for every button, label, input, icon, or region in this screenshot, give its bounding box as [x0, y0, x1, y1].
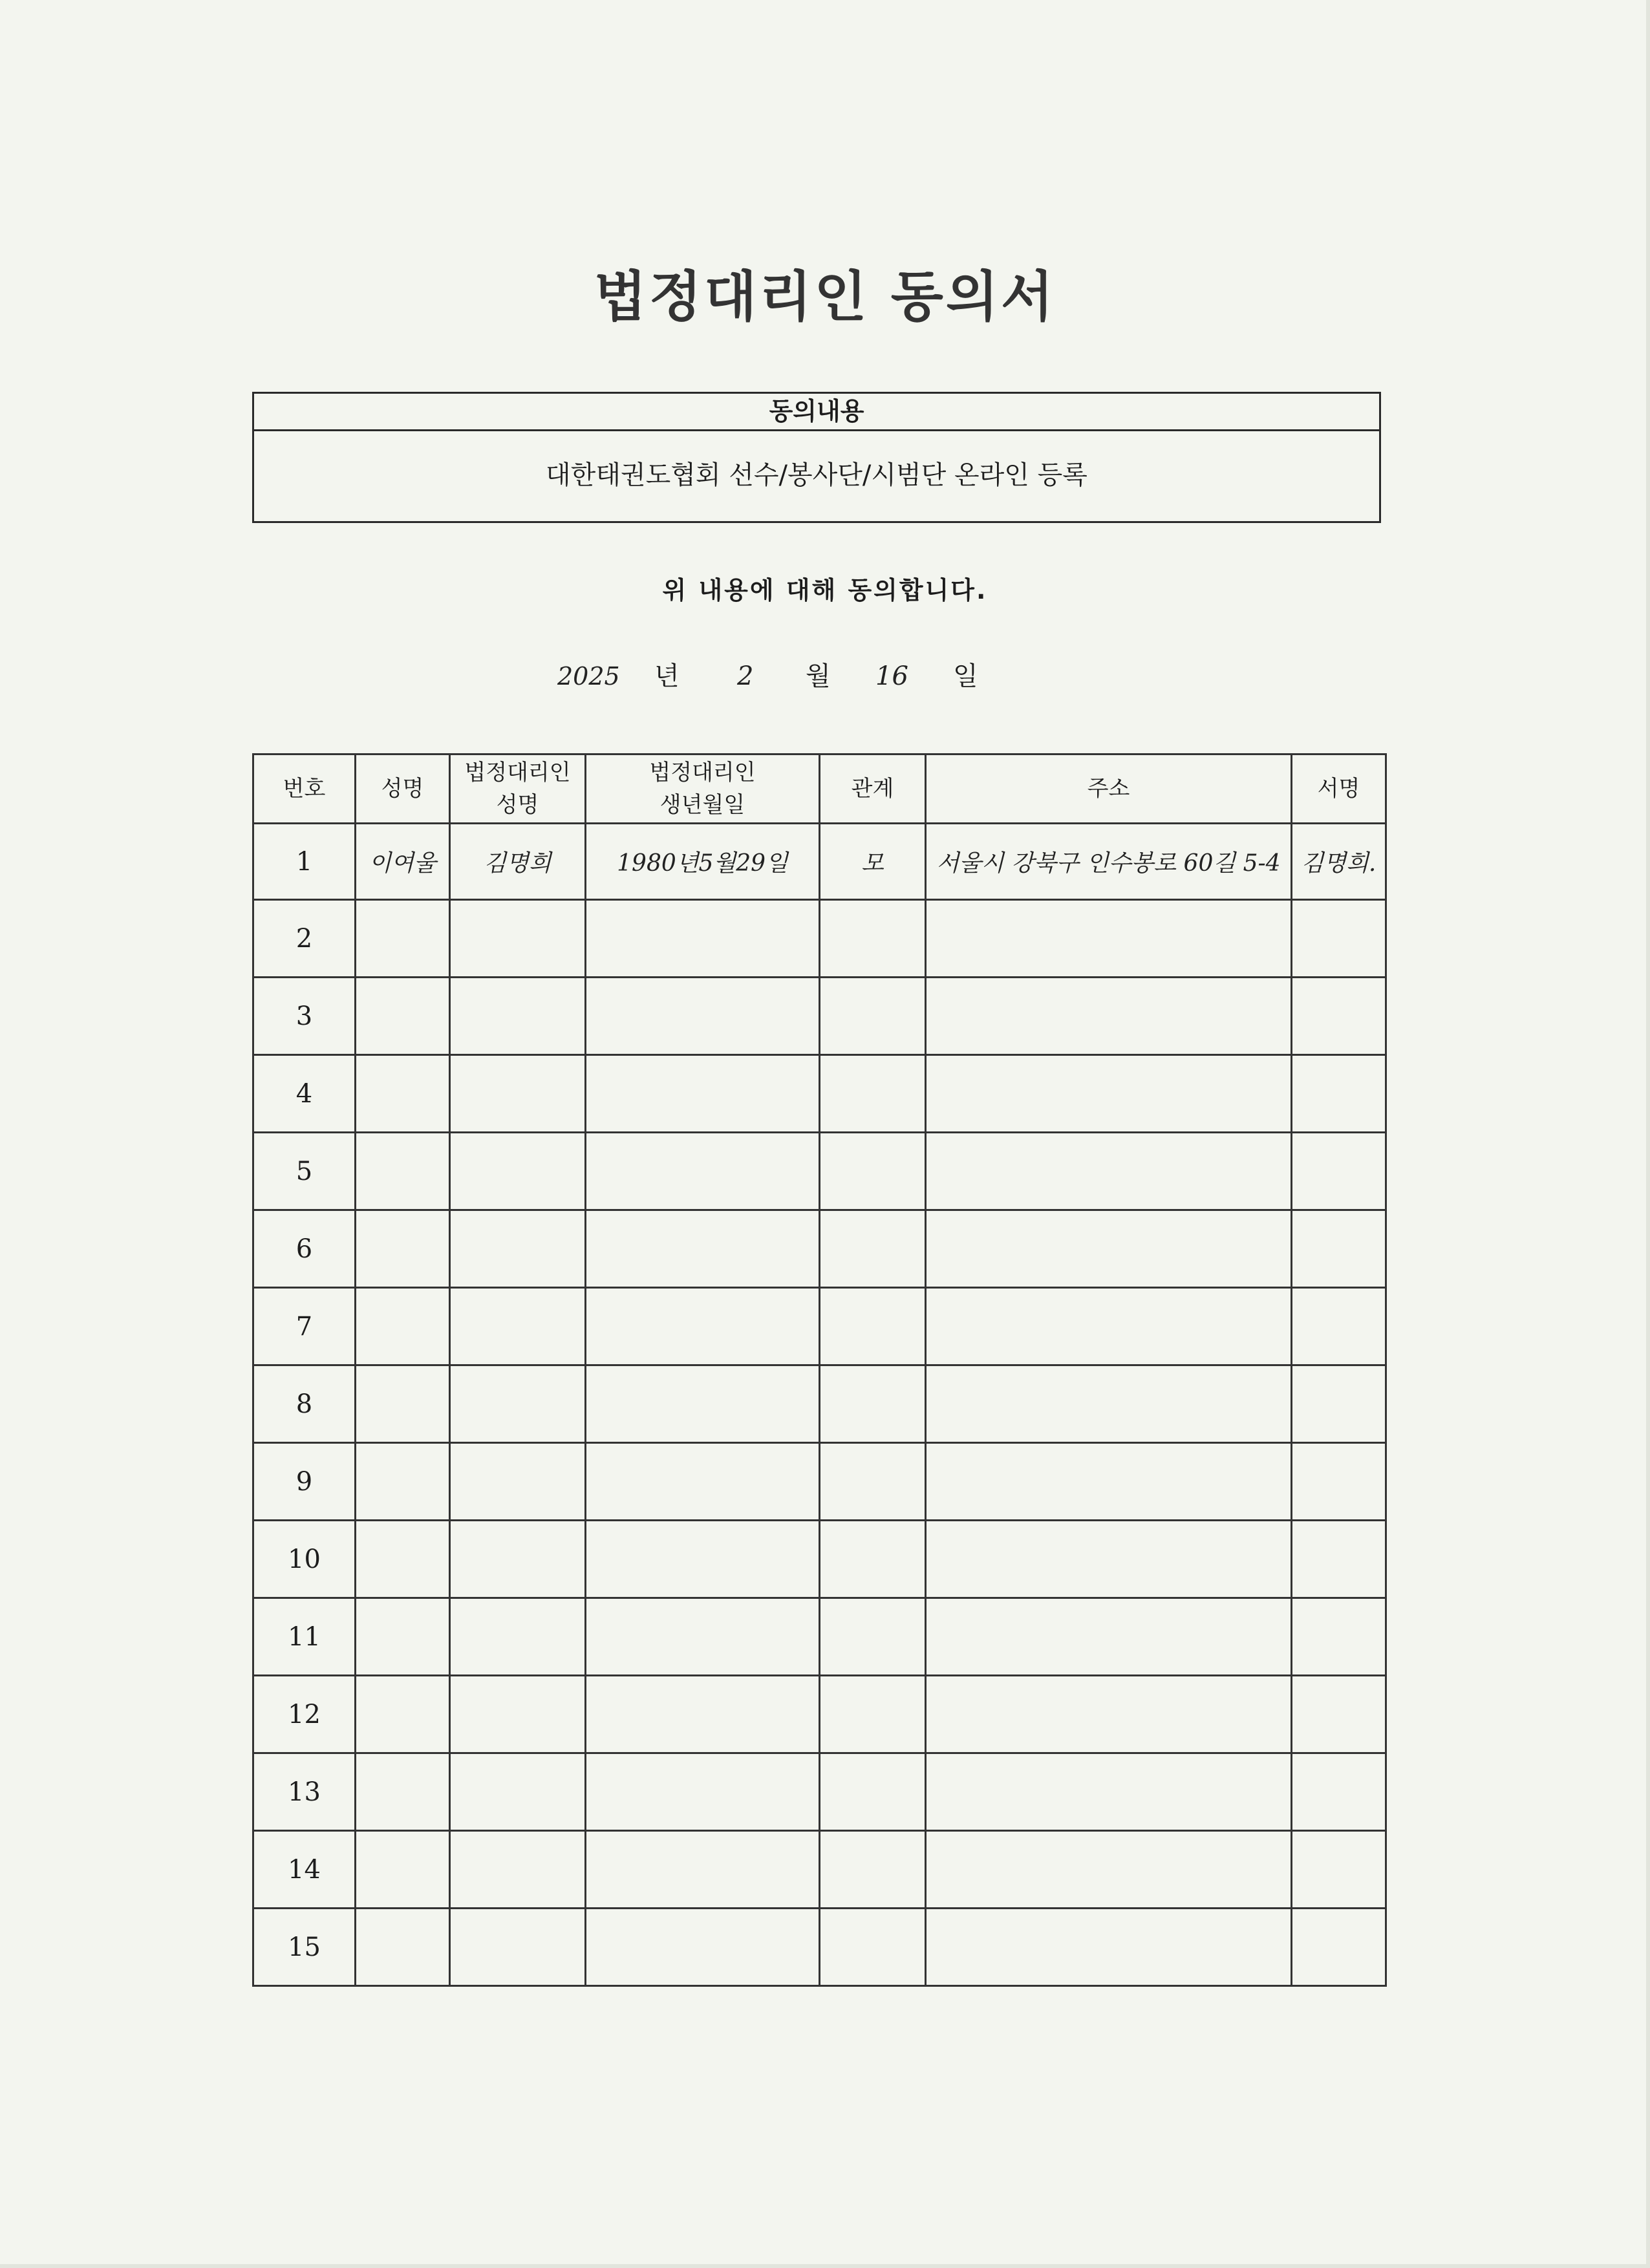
- student-name-cell: [356, 1598, 450, 1676]
- signature-cell: 김명희.: [1292, 824, 1386, 900]
- table-row: [253, 1521, 1386, 1598]
- table-row: [253, 824, 1386, 900]
- header-guardian-birth-line1: 법정대리인: [649, 760, 756, 786]
- table-row: [253, 1831, 1386, 1909]
- relation-cell: [820, 1210, 926, 1288]
- signature-cell: [1292, 1831, 1386, 1909]
- row-number: 12: [253, 1676, 356, 1753]
- table-row: [253, 1365, 1386, 1443]
- address-cell: [926, 1133, 1292, 1210]
- table-row: [253, 900, 1386, 978]
- table-row: [253, 1753, 1386, 1831]
- student-name-cell: [356, 900, 450, 978]
- row-number: 4: [253, 1055, 356, 1133]
- row-number: 14: [253, 1831, 356, 1909]
- address-cell: [926, 1676, 1292, 1753]
- signature-cell: [1292, 1676, 1386, 1753]
- date-year-value: 2025: [557, 662, 620, 690]
- row-number: 13: [253, 1753, 356, 1831]
- guardian-birth-cell: [586, 1210, 820, 1288]
- date-day-value: 16: [875, 661, 908, 691]
- guardian-name-cell: [450, 1055, 586, 1133]
- row-number: 8: [253, 1365, 356, 1443]
- guardian-birth-cell: [586, 978, 820, 1055]
- table-row: [253, 1210, 1386, 1288]
- row-number: 11: [253, 1598, 356, 1676]
- guardian-name-cell: [450, 1753, 586, 1831]
- consent-header: 동의내용: [254, 394, 1379, 431]
- table-row: [253, 1676, 1386, 1753]
- address-cell: 서울시 강북구 인수봉로 60길 5-4: [926, 824, 1292, 900]
- header-address: 주소: [926, 754, 1292, 824]
- student-name-cell: [356, 1676, 450, 1753]
- student-name-cell: [356, 1210, 450, 1288]
- relation-cell: [820, 1443, 926, 1521]
- student-name-cell: [356, 1133, 450, 1210]
- relation-cell: [820, 1055, 926, 1133]
- signature-cell: [1292, 1753, 1386, 1831]
- row-number: 5: [253, 1133, 356, 1210]
- header-no: 번호: [253, 754, 356, 824]
- guardian-birth-cell: [586, 1288, 820, 1365]
- signature-cell: [1292, 1521, 1386, 1598]
- header-guardian-name-line2: 성명: [496, 792, 539, 818]
- guardian-name-cell: [450, 900, 586, 978]
- row-number: 1: [253, 824, 356, 900]
- header-signature: 서명: [1292, 754, 1386, 824]
- relation-cell: [820, 978, 926, 1055]
- consent-body: 대한태권도협회 선수/봉사단/시범단 온라인 등록: [546, 460, 1088, 490]
- address-cell: [926, 1753, 1292, 1831]
- guardian-name-cell: [450, 978, 586, 1055]
- signature-cell: [1292, 1598, 1386, 1676]
- row-number: 3: [253, 978, 356, 1055]
- guardian-name-cell: [450, 1521, 586, 1598]
- relation-cell: [820, 1676, 926, 1753]
- table-header-row: [253, 754, 1386, 824]
- address-cell: [926, 1443, 1292, 1521]
- consent-box: [252, 392, 1381, 523]
- guardian-name-cell: [450, 1365, 586, 1443]
- document-title: 법정대리인 동의서: [594, 264, 1056, 328]
- guardian-name-cell: [450, 1443, 586, 1521]
- date-line: [0, 650, 1650, 702]
- agreement-statement: 위 내용에 대해 동의합니다.: [662, 576, 988, 604]
- signature-cell: [1292, 1365, 1386, 1443]
- table-row: [253, 1055, 1386, 1133]
- table-row: [253, 978, 1386, 1055]
- guardian-birth-cell: [586, 1909, 820, 1986]
- guardian-name-cell: 김명희: [450, 824, 586, 900]
- address-cell: [926, 978, 1292, 1055]
- student-name-cell: [356, 1055, 450, 1133]
- table-row: [253, 1598, 1386, 1676]
- guardian-name-cell: [450, 1133, 586, 1210]
- header-name: 성명: [356, 754, 450, 824]
- relation-cell: [820, 1365, 926, 1443]
- student-name-cell: [356, 1443, 450, 1521]
- date-month-value: 2: [737, 661, 754, 691]
- guardian-birth-cell: 1980년5월29일: [586, 824, 820, 900]
- relation-cell: 모: [820, 824, 926, 900]
- address-cell: [926, 1210, 1292, 1288]
- student-name-cell: [356, 978, 450, 1055]
- guardian-birth-cell: [586, 1521, 820, 1598]
- guardian-name-cell: [450, 1598, 586, 1676]
- address-cell: [926, 1055, 1292, 1133]
- relation-cell: [820, 1598, 926, 1676]
- guardian-birth-cell: [586, 1443, 820, 1521]
- guardian-birth-cell: [586, 1598, 820, 1676]
- address-cell: [926, 1831, 1292, 1909]
- guardian-birth-cell: [586, 1055, 820, 1133]
- row-number: 2: [253, 900, 356, 978]
- signature-cell: [1292, 1288, 1386, 1365]
- student-name-cell: [356, 1288, 450, 1365]
- table-row: [253, 1288, 1386, 1365]
- relation-cell: [820, 900, 926, 978]
- relation-cell: [820, 1753, 926, 1831]
- date-month-unit: 월: [806, 661, 831, 691]
- address-cell: [926, 1909, 1292, 1986]
- guardian-name-cell: [450, 1288, 586, 1365]
- header-guardian-name-line1: 법정대리인: [464, 760, 571, 786]
- row-number: 6: [253, 1210, 356, 1288]
- guardian-birth-cell: [586, 900, 820, 978]
- table-row: [253, 1909, 1386, 1986]
- address-cell: [926, 1598, 1292, 1676]
- signature-cell: [1292, 1133, 1386, 1210]
- signature-cell: [1292, 1443, 1386, 1521]
- relation-cell: [820, 1133, 926, 1210]
- address-cell: [926, 1365, 1292, 1443]
- row-number: 10: [253, 1521, 356, 1598]
- signature-cell: [1292, 1055, 1386, 1133]
- student-name-cell: [356, 1753, 450, 1831]
- student-name-cell: 이여울: [356, 824, 450, 900]
- signature-cell: [1292, 900, 1386, 978]
- signature-cell: [1292, 978, 1386, 1055]
- relation-cell: [820, 1521, 926, 1598]
- guardian-birth-cell: [586, 1831, 820, 1909]
- guardian-name-cell: [450, 1909, 586, 1986]
- row-number: 7: [253, 1288, 356, 1365]
- student-name-cell: [356, 1909, 450, 1986]
- student-name-cell: [356, 1831, 450, 1909]
- relation-cell: [820, 1831, 926, 1909]
- header-guardian-birth-line2: 생년월일: [659, 792, 745, 818]
- guardian-birth-cell: [586, 1365, 820, 1443]
- student-name-cell: [356, 1521, 450, 1598]
- guardian-birth-cell: [586, 1133, 820, 1210]
- guardian-name-cell: [450, 1831, 586, 1909]
- row-number: 15: [253, 1909, 356, 1986]
- signature-cell: [1292, 1210, 1386, 1288]
- date-year-unit: 년: [654, 661, 680, 691]
- guardian-birth-cell: [586, 1753, 820, 1831]
- signature-cell: [1292, 1909, 1386, 1986]
- address-cell: [926, 1521, 1292, 1598]
- table-row: [253, 1133, 1386, 1210]
- address-cell: [926, 1288, 1292, 1365]
- relation-cell: [820, 1288, 926, 1365]
- guardian-birth-cell: [586, 1676, 820, 1753]
- relation-cell: [820, 1909, 926, 1986]
- header-guardian-name: [450, 754, 586, 824]
- guardian-table: [252, 753, 1387, 1987]
- guardian-name-cell: [450, 1210, 586, 1288]
- row-number: 9: [253, 1443, 356, 1521]
- student-name-cell: [356, 1365, 450, 1443]
- table-row: [253, 1443, 1386, 1521]
- header-guardian-birth: [586, 754, 820, 824]
- header-relation: 관계: [820, 754, 926, 824]
- guardian-name-cell: [450, 1676, 586, 1753]
- address-cell: [926, 900, 1292, 978]
- date-day-unit: 일: [953, 661, 978, 691]
